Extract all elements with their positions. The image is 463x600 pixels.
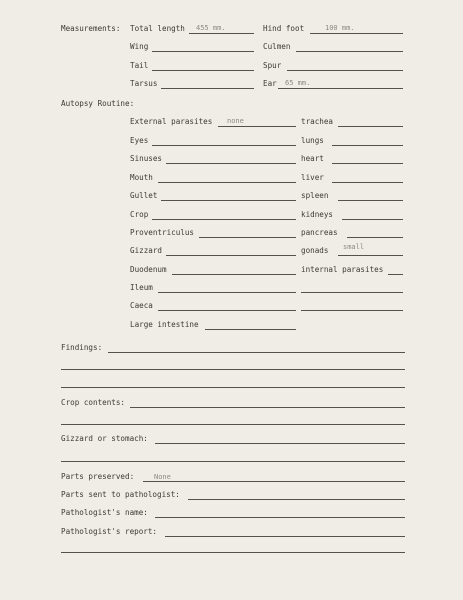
crop-label: Crop: [130, 210, 149, 219]
total-length-value: 455 mm.: [196, 24, 226, 32]
gizzard-line: [166, 255, 296, 256]
tail-label: Tail: [130, 61, 149, 70]
lungs-label: lungs: [301, 136, 324, 145]
pancreas-line: [347, 237, 403, 238]
hind-foot-line: [310, 33, 403, 34]
internal-parasites-label: internal parasites: [301, 265, 384, 274]
duodenum-line: [172, 274, 296, 275]
ileum-label: Ileum: [130, 283, 153, 292]
kidneys-label: kidneys: [301, 210, 334, 219]
proventriculus-label: Proventriculus: [130, 228, 195, 237]
duodenum-label: Duodenum: [130, 265, 167, 274]
external-parasites-label: External parasites: [130, 117, 213, 126]
ear-label: Ear: [263, 79, 277, 88]
pathologist-name-label: Pathologist's name:: [61, 508, 148, 517]
parts-sent-label: Parts sent to pathologist:: [61, 490, 180, 499]
wing-line: [152, 51, 254, 52]
gizzard-stomach-line: [155, 443, 405, 444]
mouth-label: Mouth: [130, 173, 153, 182]
kidneys-line: [342, 219, 403, 220]
findings-line: [108, 352, 405, 353]
tarsus-line: [161, 88, 254, 89]
pathologist-report-line: [165, 536, 405, 537]
total-length-label: Total length: [130, 24, 185, 33]
parts-preserved-value: None: [154, 473, 171, 481]
eyes-label: Eyes: [130, 136, 149, 145]
spleen-label: spleen: [301, 191, 329, 200]
sinuses-label: Sinuses: [130, 154, 163, 163]
ear-line: [278, 88, 403, 89]
gizzard-label: Gizzard: [130, 246, 163, 255]
pathologist-report-line: [61, 552, 405, 553]
gullet-line: [161, 200, 296, 201]
lungs-line: [332, 145, 403, 146]
hind-foot-value: 100 mm.: [325, 24, 355, 32]
heart-label: heart: [301, 154, 324, 163]
crop-contents-line: [130, 407, 405, 408]
gonads-value: small: [343, 243, 365, 251]
pathologist-name-line: [155, 517, 405, 518]
external-parasites-line: [218, 126, 296, 127]
heart-line: [332, 163, 403, 164]
total-length-line: [189, 33, 254, 34]
blank-line: [301, 310, 403, 311]
gullet-label: Gullet: [130, 191, 158, 200]
culmen-label: Culmen: [263, 42, 291, 51]
large-intestine-label: Large intestine: [130, 320, 199, 329]
external-parasites-value: none: [227, 117, 244, 125]
crop-line: [152, 219, 296, 220]
gizzard-stomach-label: Gizzard or stomach:: [61, 434, 148, 443]
liver-label: liver: [301, 173, 324, 182]
findings-line: [61, 369, 405, 370]
blank-line: [301, 292, 403, 293]
parts-preserved-line: [143, 481, 405, 482]
large-intestine-line: [205, 329, 296, 330]
sinuses-line: [166, 163, 296, 164]
parts-preserved-label: Parts preserved:: [61, 472, 135, 481]
pancreas-label: pancreas: [301, 228, 338, 237]
spleen-line: [338, 200, 403, 201]
crop-contents-label: Crop contents:: [61, 398, 126, 407]
tarsus-label: Tarsus: [130, 79, 158, 88]
spur-label: Spur: [263, 61, 282, 70]
internal-parasites-line: [388, 274, 403, 275]
culmen-line: [296, 51, 403, 52]
ileum-line: [158, 292, 296, 293]
parts-sent-line: [188, 499, 405, 500]
eyes-line: [152, 145, 296, 146]
autopsy-heading: Autopsy Routine:: [61, 99, 135, 108]
proventriculus-line: [199, 237, 296, 238]
hind-foot-label: Hind foot: [263, 24, 305, 33]
caeca-label: Caeca: [130, 301, 153, 310]
crop-contents-line: [61, 424, 405, 425]
tail-line: [152, 70, 254, 71]
wing-label: Wing: [130, 42, 149, 51]
measurements-heading: Measurements:: [61, 24, 121, 33]
trachea-label: trachea: [301, 117, 334, 126]
ear-value: 65 mm.: [285, 79, 311, 87]
gonads-label: gonads: [301, 246, 329, 255]
findings-label: Findings:: [61, 343, 103, 352]
liver-line: [332, 182, 403, 183]
gonads-line: [338, 255, 403, 256]
trachea-line: [338, 126, 403, 127]
pathologist-report-label: Pathologist's report:: [61, 527, 158, 536]
findings-line: [61, 387, 405, 388]
caeca-line: [158, 310, 296, 311]
gizzard-stomach-line: [61, 461, 405, 462]
mouth-line: [158, 182, 296, 183]
spur-line: [287, 70, 403, 71]
